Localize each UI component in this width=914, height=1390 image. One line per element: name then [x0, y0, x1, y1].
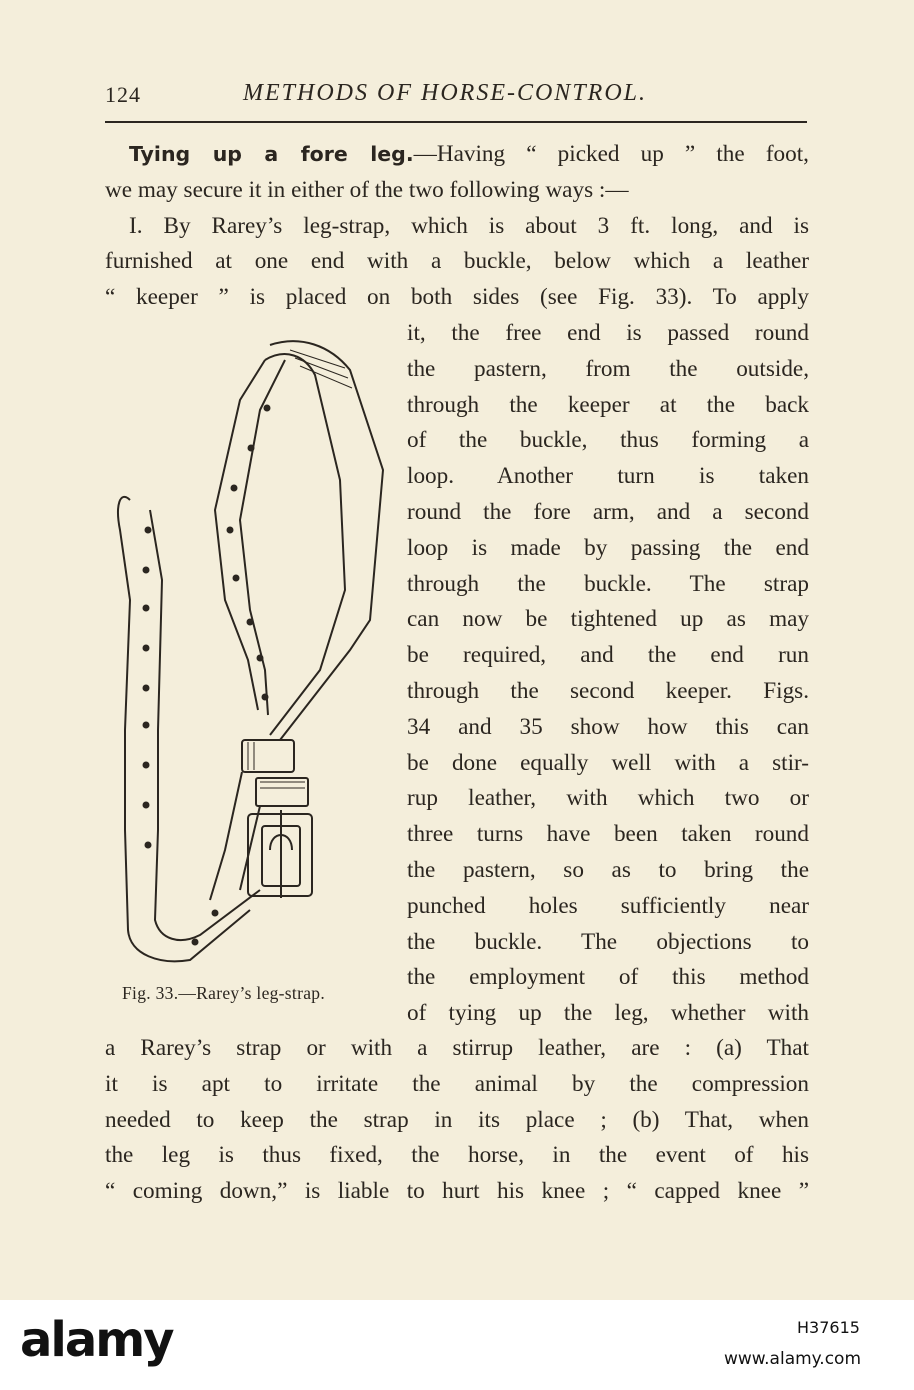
paragraph-wrap: [407, 316, 809, 1032]
text-line: furnished at one end with a buckle, below which a leather: [105, 248, 809, 275]
text-line: round the fore arm, and a second: [407, 498, 809, 525]
text-line: can now be tightened up as may: [407, 606, 809, 633]
text-line: through the keeper at the back: [407, 391, 809, 418]
text-line: it is apt to irritate the animal by the compression: [105, 1070, 809, 1097]
text-line: a Rarey’s strap or with a stirrup leather, are : (a) That: [105, 1035, 809, 1061]
section-heading: Tying up a fore leg.: [129, 142, 414, 166]
text-line: the buckle. The objections to: [407, 928, 809, 955]
text-line: needed to keep the strap in its place ; (b) That, when: [105, 1106, 809, 1133]
site-url: www.alamy.com: [724, 1349, 862, 1369]
paragraph-top: [105, 137, 809, 316]
text-line: be done equally well with a stir-: [407, 749, 809, 776]
text-line: “ keeper ” is placed on both sides (see Fig. 33). To apply: [105, 284, 809, 311]
text-line: through the second keeper. Figs.: [407, 677, 809, 704]
image-id: H37615: [797, 1318, 860, 1337]
text-line: the employment of this method: [407, 964, 809, 991]
text-line: through the buckle. The strap: [407, 570, 809, 597]
figure-caption: Fig. 33.—Rarey’s leg-strap.: [122, 983, 326, 1003]
figure-leg-strap: [100, 330, 400, 990]
alamy-logo: alamy: [20, 1312, 173, 1368]
text-line: rup leather, with which two or: [407, 785, 809, 812]
text-line: Tying up a fore leg.—Having “ picked up ” the foot,: [129, 141, 809, 167]
page-header: [105, 78, 809, 110]
text-line: three turns have been taken round: [407, 821, 809, 848]
leg-strap-illustration: [100, 330, 400, 990]
text-line: of the buckle, thus forming a: [407, 427, 809, 454]
text-line: it, the free end is passed round: [407, 320, 809, 346]
text-line: loop. Another turn is taken: [407, 463, 809, 490]
text-line: I. By Rarey’s leg-strap, which is about 3 ft. long, and is: [129, 212, 809, 239]
text-line: “ coming down,” is liable to hurt his knee ; “ capped knee ”: [105, 1178, 809, 1205]
header-rule: [105, 121, 807, 123]
text-line: the leg is thus fixed, the horse, in the event of his: [105, 1142, 809, 1169]
text-line: be required, and the end run: [407, 642, 809, 669]
text-line: loop is made by passing the end: [407, 534, 809, 561]
page-number: 124: [105, 82, 141, 107]
text-line: we may secure it in either of the two following ways :—: [105, 176, 629, 203]
text-line: of tying up the leg, whether with: [407, 1000, 809, 1027]
paragraph-bottom: [105, 1031, 809, 1210]
text-line: the pastern, from the outside,: [407, 355, 809, 382]
text-line: 34 and 35 show how this can: [407, 713, 809, 740]
text-line: punched holes sufficiently near: [407, 892, 809, 919]
text-line: the pastern, so as to bring the: [407, 856, 809, 883]
running-head: METHODS OF HORSE-CONTROL.: [243, 80, 647, 106]
